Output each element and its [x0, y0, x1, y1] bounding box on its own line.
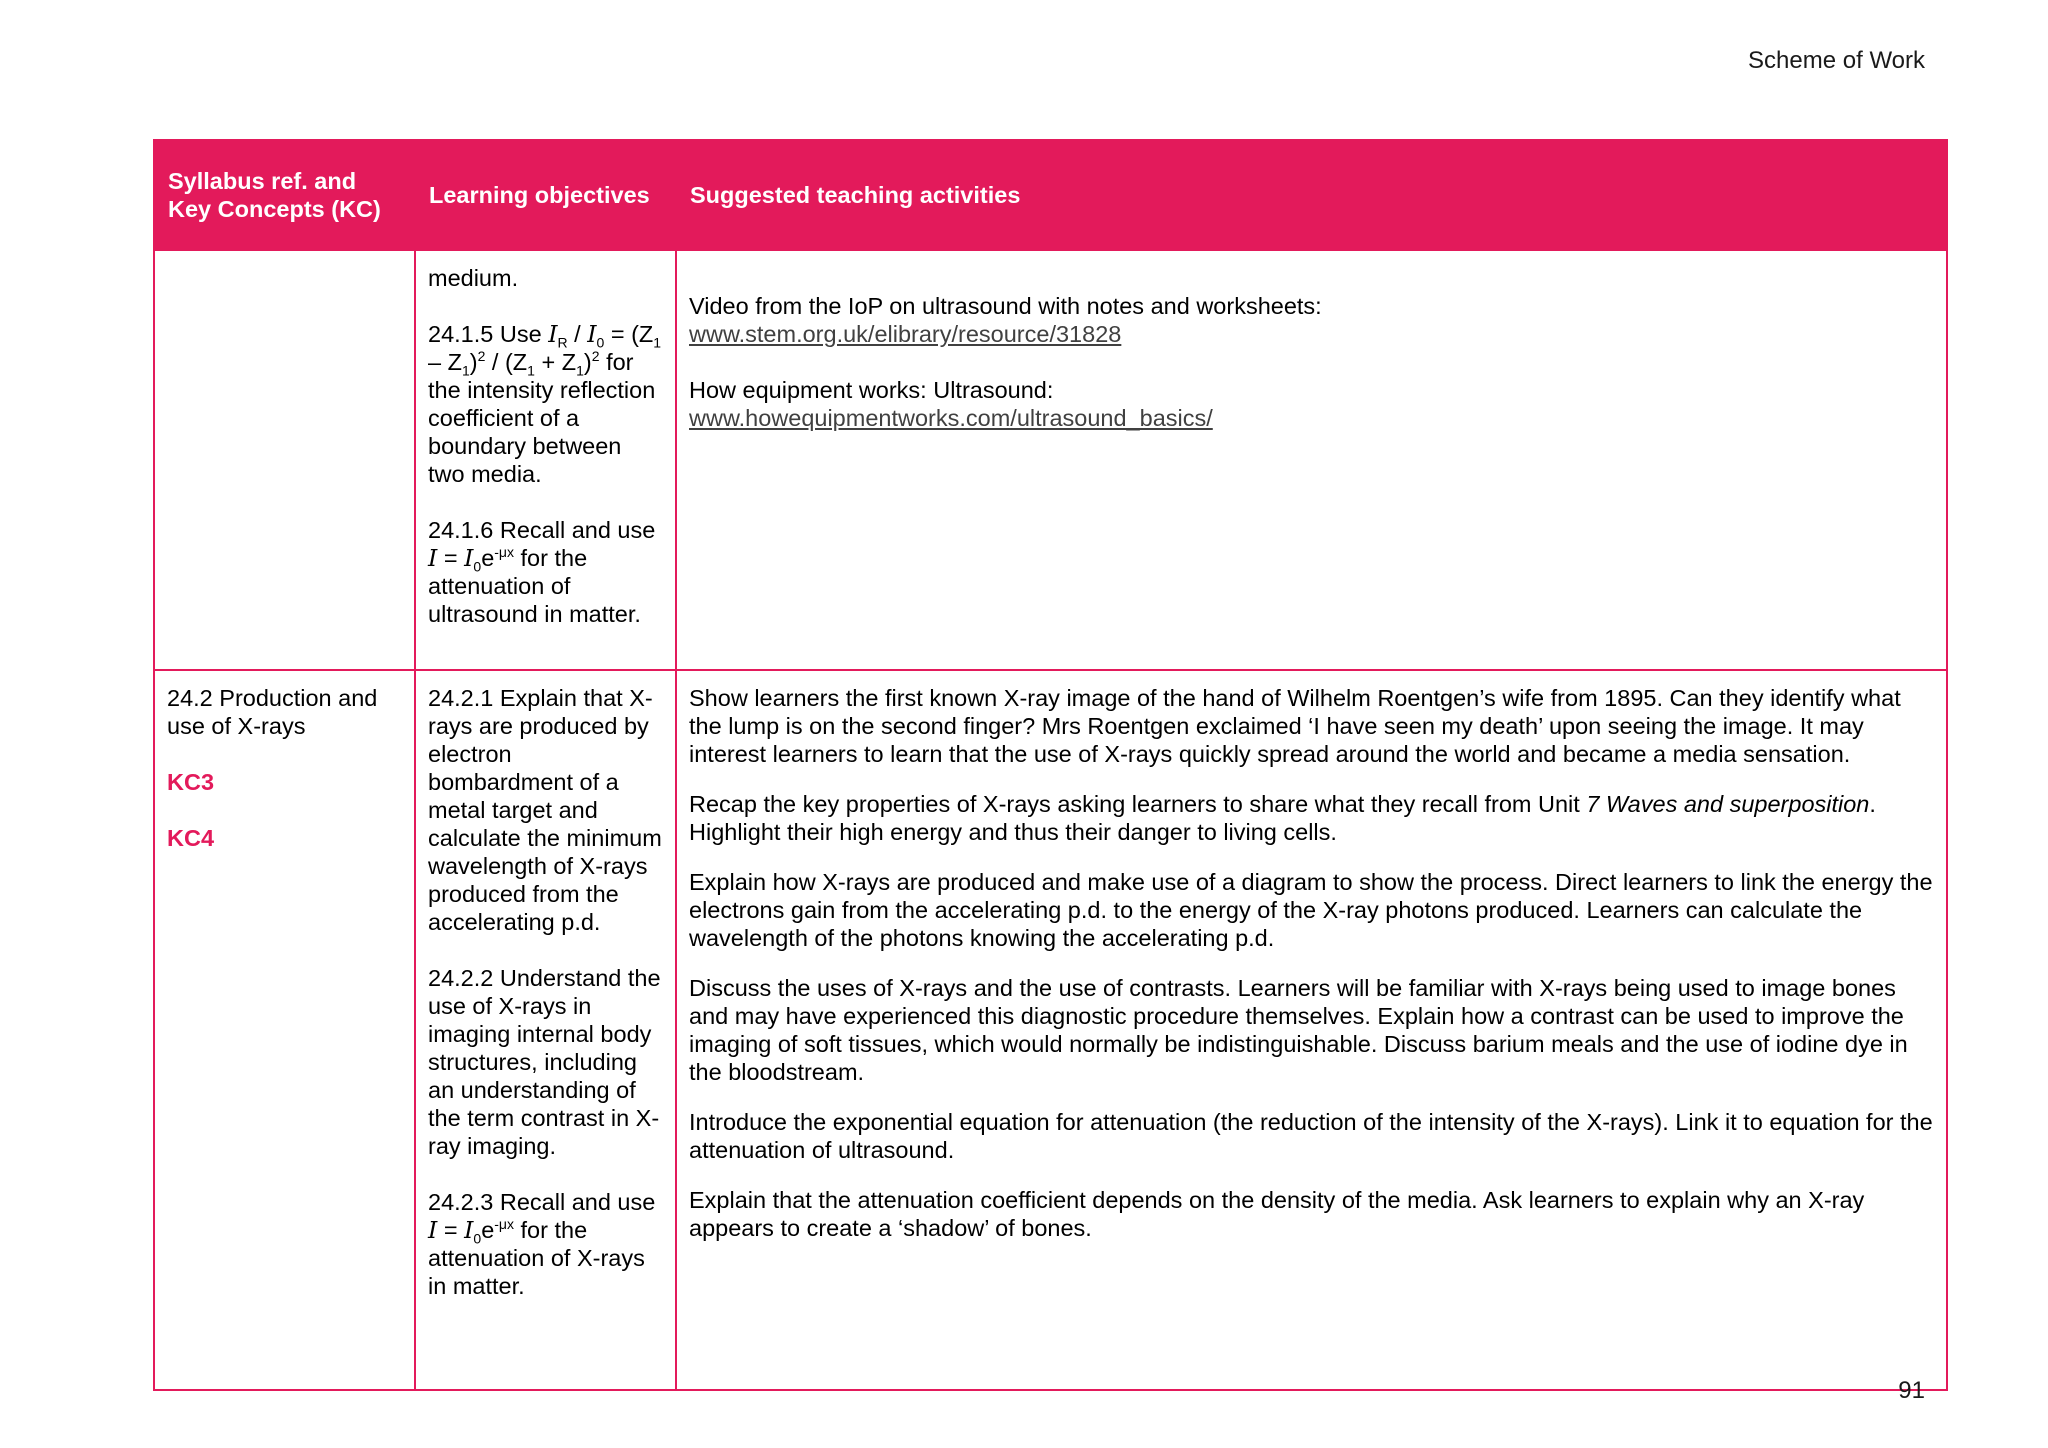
column-header-syllabus-line1: Syllabus ref. and: [168, 168, 357, 194]
column-header-objectives: Learning objectives: [415, 140, 676, 250]
objective-24-1-6: 24.1.6 Recall and use $I = I_0e^{-\mu x}$ for the attenuation of ultrasound in matter.: [428, 517, 656, 627]
howequipmentworks-link[interactable]: www.howequipmentworks.com/ultrasound_basics/: [689, 405, 1213, 431]
activity-equipment-text: How equipment works: Ultrasound:: [689, 377, 1054, 403]
syllabus-ref: 24.2 Production and use of X-rays: [167, 685, 378, 739]
activity-video-text: Video from the IoP on ultrasound with notes and worksheets:: [689, 293, 1322, 319]
stem-resource-link[interactable]: www.stem.org.uk/elibrary/resource/31828: [689, 321, 1122, 347]
syllabus-cell: [154, 670, 415, 1390]
objective-24-2-2: 24.2.2 Understand the use of X-rays in imaging internal body structures, including an understanding of the term contrast in X-ray imaging.: [428, 965, 661, 1159]
scheme-of-work-table: [153, 139, 1948, 1391]
column-header-syllabus-line2: Key Concepts (KC): [168, 196, 381, 222]
key-concept-kc3: KC3: [167, 769, 215, 795]
objectives-cell: [415, 670, 676, 1390]
objective-24-2-1: 24.2.1 Explain that X-rays are produced by electron bombardment of a metal target and calculate the minimum wavelength of X-rays produced from the accelerating p.d.: [428, 685, 662, 935]
objective-24-1-5: 24.1.5 Use $I_R / I_0 = (Z_1 - Z_1)^2 / (Z_1 + Z_1)^2$ for the intensity reflection coefficient of a boundary between two media.: [428, 320, 662, 487]
document-header-title: Scheme of Work: [1748, 47, 1925, 74]
activity-paragraph: Explain that the attenuation coefficient depends on the density of the media. Ask learners to explain why an X-ray appears to create a ‘shadow’ of bones.: [689, 1187, 1865, 1241]
activity-paragraph: Recap the key properties of X-rays asking learners to share what they recall from Unit 7 Waves and superposition. Highlight their high energy and thus their danger to living cells.: [689, 791, 1876, 845]
table-header-row: [154, 140, 1947, 250]
syllabus-cell: [154, 250, 415, 670]
activities-cell: [676, 250, 1947, 670]
objective-continued: medium.: [428, 265, 519, 291]
table-row: [154, 670, 1947, 1390]
activities-cell: [676, 670, 1947, 1390]
activity-paragraph: Discuss the uses of X-rays and the use of contrasts. Learners will be familiar with X-rays being used to image bones and may have experienced this diagnostic procedure themselves. Explain how a contrast can be used to improve the imaging of soft tissues, which would normally be indistinguishable. Discuss barium meals and the use of iodine dye in the bloodstream.: [689, 975, 1908, 1085]
page-number: 91: [1898, 1377, 1925, 1404]
table-row: [154, 250, 1947, 670]
objective-24-2-3: 24.2.3 Recall and use $I = I_0e^{-\mu x}$ for the attenuation of X-rays in matter.: [428, 1189, 656, 1299]
objectives-cell: [415, 250, 676, 670]
key-concept-kc4: KC4: [167, 825, 215, 851]
activity-paragraph: Show learners the first known X-ray image of the hand of Wilhelm Roentgen’s wife from 1895. Can they identify what the lump is on the second finger? Mrs Roentgen exclaimed ‘I have seen my death’ upon seeing the image. It may interest learners to learn that the use of X-rays quickly spread around the world and became a media sensation.: [689, 685, 1901, 767]
column-header-syllabus: [154, 140, 415, 250]
activity-paragraph: Introduce the exponential equation for attenuation (the reduction of the intensity of the X-rays). Link it to equation for the attenuation of ultrasound.: [689, 1109, 1933, 1163]
column-header-activities: Suggested teaching activities: [676, 140, 1947, 250]
activity-paragraph: Explain how X-rays are produced and make use of a diagram to show the process. Direct learners to link the energy the electrons gain from the accelerating p.d. to the energy of the X-ray photons produced. Learners can calculate the wavelength of the photons knowing the accelerating p.d.: [689, 869, 1933, 951]
